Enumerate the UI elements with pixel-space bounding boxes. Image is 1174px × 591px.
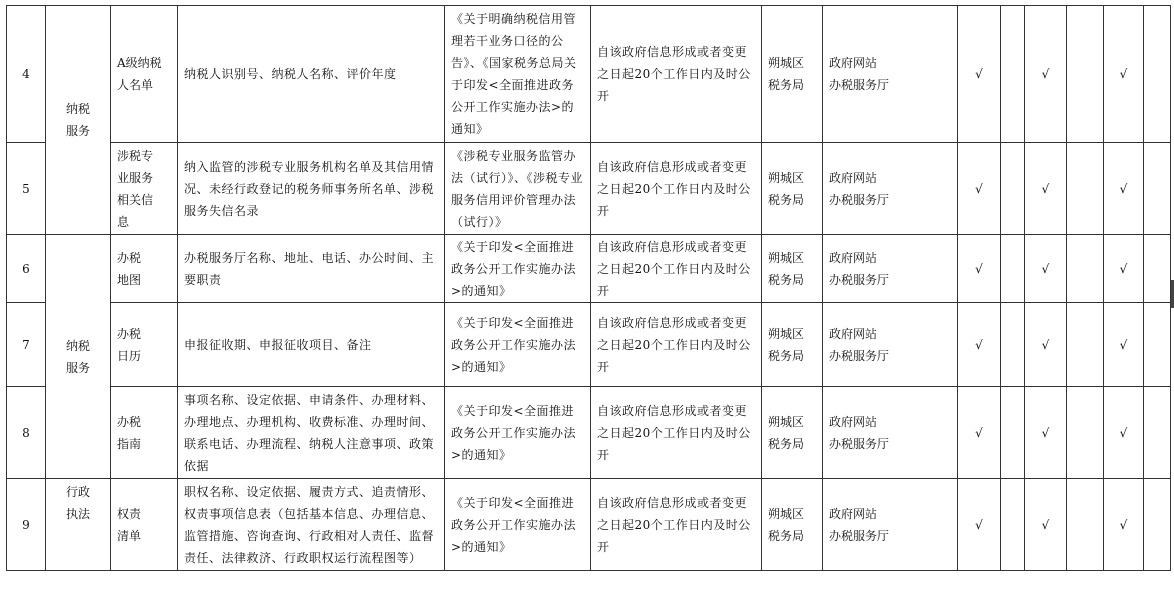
check-cell xyxy=(1067,479,1104,571)
check-cell: √ xyxy=(958,235,1001,303)
category-cell: 行政 执法 xyxy=(46,479,111,571)
item-cell: A级纳税 人名单 xyxy=(111,6,178,143)
check-cell xyxy=(1067,235,1104,303)
subject-cell: 朔城区 税务局 xyxy=(762,6,823,143)
table-row xyxy=(7,479,1171,571)
disclosure-table xyxy=(6,5,1171,571)
time-cell: 自该政府信息形成或者变更之日起20个工作日内及时公开 xyxy=(591,143,762,235)
item-cell: 办税 日历 xyxy=(111,303,178,387)
check-cell xyxy=(1144,303,1171,387)
check-cell: √ xyxy=(1104,235,1144,303)
check-cell: √ xyxy=(958,6,1001,143)
subject-cell: 朔城区 税务局 xyxy=(762,387,823,479)
item-cell: 涉税专 业服务 相关信 息 xyxy=(111,143,178,235)
check-cell xyxy=(1067,303,1104,387)
row-number: 7 xyxy=(7,303,46,387)
row-number: 8 xyxy=(7,387,46,479)
check-cell xyxy=(1001,143,1025,235)
check-cell: √ xyxy=(1025,235,1067,303)
check-cell xyxy=(1001,6,1025,143)
basis-cell: 《关于印发<全面推进政务公开工作实施办法>的通知》 xyxy=(445,387,591,479)
check-cell xyxy=(1144,479,1171,571)
check-cell: √ xyxy=(1025,143,1067,235)
content-cell: 办税服务厅名称、地址、电话、办公时间、主要职责 xyxy=(178,235,445,303)
row-number: 5 xyxy=(7,143,46,235)
item-cell: 权责 清单 xyxy=(111,479,178,571)
check-cell xyxy=(1001,479,1025,571)
item-cell: 办税 指南 xyxy=(111,387,178,479)
basis-cell: 《关于印发<全面推进政务公开工作实施办法>的通知》 xyxy=(445,479,591,571)
basis-cell: 《涉税专业服务监管办法（试行）》、《涉税专业服务信用评价管理办法（试行）》 xyxy=(445,143,591,235)
check-cell xyxy=(1144,6,1171,143)
content-cell: 事项名称、设定依据、申请条件、办理材料、办理地点、办理机构、收费标准、办理时间、联系电话、办理流程、纳税人注意事项、政策依据 xyxy=(178,387,445,479)
channel-cell: 政府网站 办税服务厅 xyxy=(823,387,958,479)
channel-cell: 政府网站 办税服务厅 xyxy=(823,479,958,571)
channel-cell: 政府网站 办税服务厅 xyxy=(823,303,958,387)
content-cell: 纳入监管的涉税专业服务机构名单及其信用情况、未经行政登记的税务师事务所名单、涉税服务失信名录 xyxy=(178,143,445,235)
row-number: 4 xyxy=(7,6,46,143)
check-cell xyxy=(1067,143,1104,235)
check-cell xyxy=(1001,387,1025,479)
basis-cell: 《关于印发<全面推进政务公开工作实施办法>的通知》 xyxy=(445,303,591,387)
content-cell: 职权名称、设定依据、履责方式、追责情形、权责事项信息表（包括基本信息、办理信息、监管措施、咨询查询、行政相对人责任、监督责任、法律救济、行政职权运行流程图等） xyxy=(178,479,445,571)
channel-cell: 政府网站 办税服务厅 xyxy=(823,235,958,303)
channel-cell: 政府网站 办税服务厅 xyxy=(823,143,958,235)
time-cell: 自该政府信息形成或者变更之日起20个工作日内及时公开 xyxy=(591,6,762,143)
check-cell xyxy=(1144,143,1171,235)
check-cell: √ xyxy=(958,479,1001,571)
category-cell: 纳税 服务 xyxy=(46,6,111,235)
check-cell: √ xyxy=(958,143,1001,235)
row-number: 9 xyxy=(7,479,46,571)
check-cell xyxy=(1144,235,1171,303)
table-row xyxy=(7,303,1171,387)
basis-cell: 《关于印发<全面推进政务公开工作实施办法>的通知》 xyxy=(445,235,591,303)
content-cell: 申报征收期、申报征收项目、备注 xyxy=(178,303,445,387)
check-cell: √ xyxy=(1104,387,1144,479)
check-cell: √ xyxy=(1025,303,1067,387)
subject-cell: 朔城区 税务局 xyxy=(762,303,823,387)
check-cell xyxy=(1067,6,1104,143)
table-row xyxy=(7,143,1171,235)
time-cell: 自该政府信息形成或者变更之日起20个工作日内及时公开 xyxy=(591,387,762,479)
content-cell: 纳税人识别号、纳税人名称、评价年度 xyxy=(178,6,445,143)
check-cell: √ xyxy=(958,387,1001,479)
check-cell: √ xyxy=(1025,387,1067,479)
item-cell: 办税 地图 xyxy=(111,235,178,303)
check-cell: √ xyxy=(1025,6,1067,143)
check-cell xyxy=(1144,387,1171,479)
check-cell: √ xyxy=(1104,6,1144,143)
check-cell: √ xyxy=(1104,303,1144,387)
check-cell xyxy=(1001,303,1025,387)
table-row xyxy=(7,235,1171,303)
check-cell xyxy=(1067,387,1104,479)
subject-cell: 朔城区 税务局 xyxy=(762,235,823,303)
check-cell: √ xyxy=(1104,143,1144,235)
check-cell: √ xyxy=(1104,479,1144,571)
basis-cell: 《关于明确纳税信用管理若干业务口径的公告》、《国家税务总局关于印发<全面推进政务公开工作实施办法>的通知》 xyxy=(445,6,591,143)
channel-cell: 政府网站 办税服务厅 xyxy=(823,6,958,143)
category-cell: 纳税 服务 xyxy=(46,235,111,479)
row-number: 6 xyxy=(7,235,46,303)
time-cell: 自该政府信息形成或者变更之日起20个工作日内及时公开 xyxy=(591,235,762,303)
subject-cell: 朔城区 税务局 xyxy=(762,143,823,235)
table-row xyxy=(7,6,1171,143)
check-cell: √ xyxy=(1025,479,1067,571)
time-cell: 自该政府信息形成或者变更之日起20个工作日内及时公开 xyxy=(591,303,762,387)
time-cell: 自该政府信息形成或者变更之日起20个工作日内及时公开 xyxy=(591,479,762,571)
subject-cell: 朔城区 税务局 xyxy=(762,479,823,571)
check-cell xyxy=(1001,235,1025,303)
check-cell: √ xyxy=(958,303,1001,387)
table-row xyxy=(7,387,1171,479)
